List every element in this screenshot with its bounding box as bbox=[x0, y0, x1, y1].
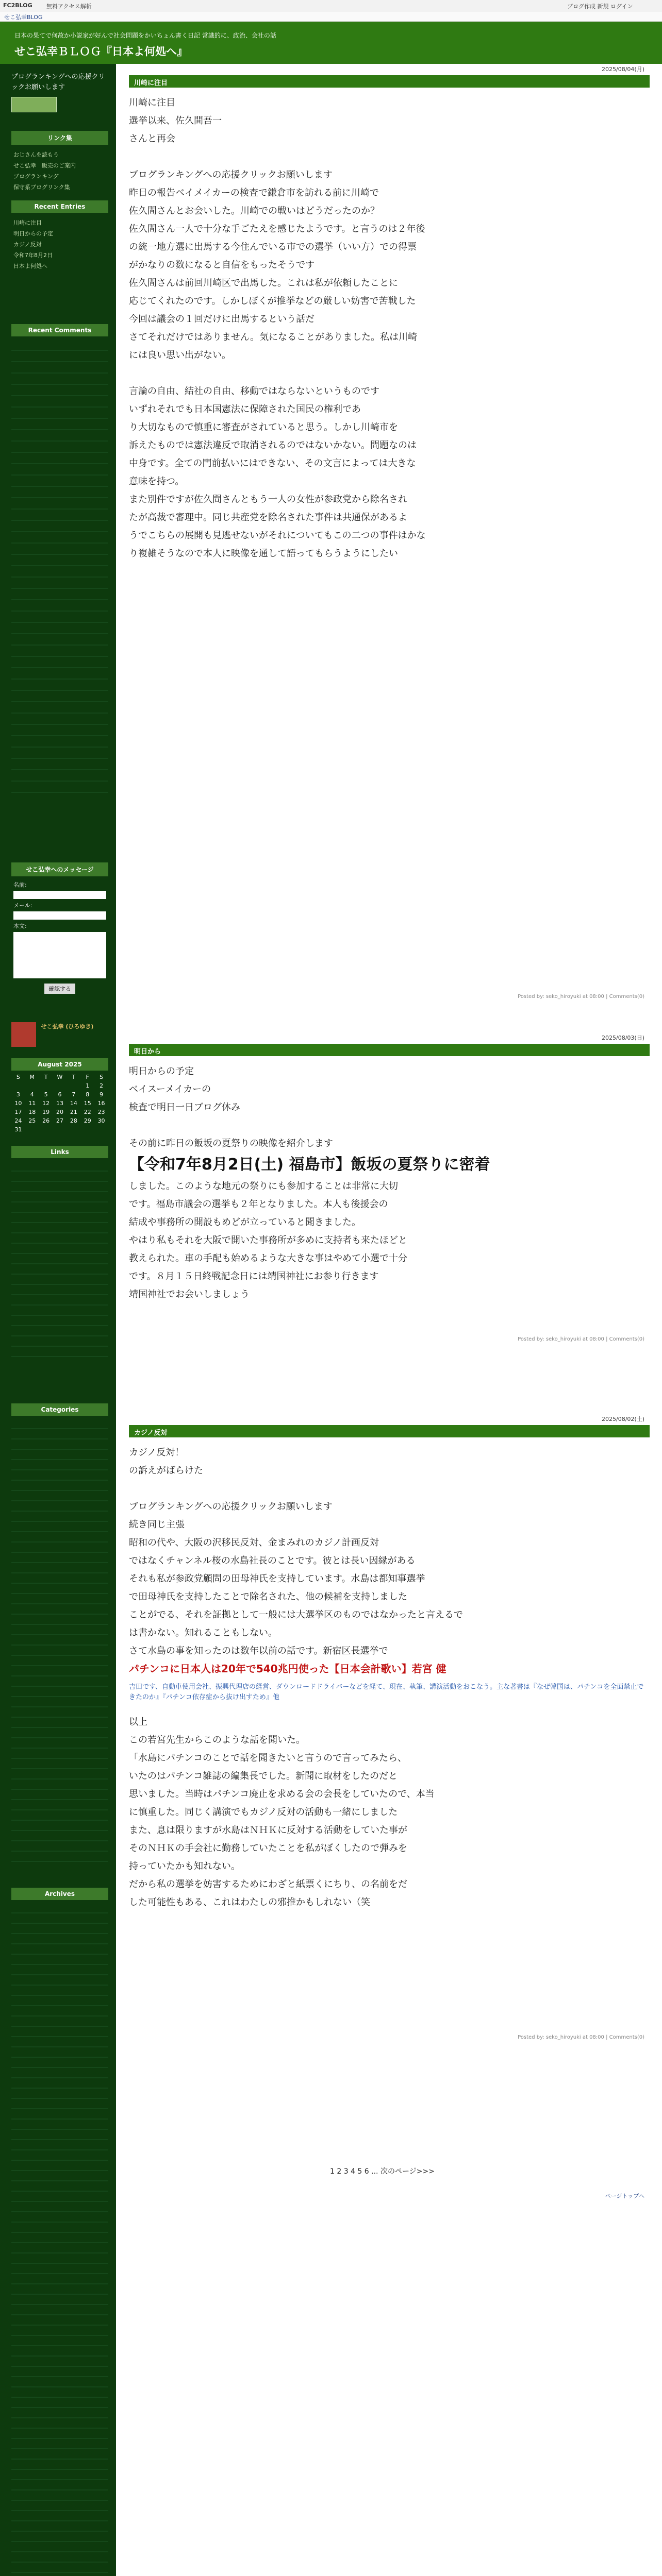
entry-title[interactable]: 明日から bbox=[129, 1044, 650, 1056]
calendar-day[interactable]: 29 bbox=[84, 1117, 91, 1124]
entry-line: だから私の選挙を妨害するためにわざと紙票くにちり、の名前をだ bbox=[129, 1879, 407, 1890]
entry-line: です。福島市議会の選挙も２年となりました。本人も後援会の bbox=[129, 1199, 388, 1210]
entry-line: いたのはパチンコ雑誌の編集長でした。新聞に取材をしたのだと bbox=[129, 1771, 398, 1782]
form-name-input[interactable] bbox=[13, 891, 106, 899]
entry-line: 靖国神社でお会いしましょう bbox=[129, 1289, 250, 1300]
calendar-day[interactable]: 10 bbox=[14, 1100, 22, 1107]
calendar-day[interactable]: 9 bbox=[100, 1091, 104, 1098]
entry-line: それも私が参政党顧問の田母神氏を支持しています。水島は都知事選挙 bbox=[129, 1573, 425, 1584]
entry-line: ことがでる、それを証拠として一般には大選挙区のものではなかったと言えるで bbox=[129, 1609, 463, 1620]
book-link[interactable]: パチンコに日本人は20年で540兆円使った【日本会計歌い】若宮 健 bbox=[129, 1663, 446, 1675]
form-body-label: 本文: bbox=[13, 923, 27, 929]
calendar-day[interactable]: 31 bbox=[14, 1126, 22, 1133]
sidebar-link-4[interactable]: 保守系ブログリンク集 bbox=[13, 184, 70, 191]
entry-line: 「水島にパチンコのことで話を聞きたいと言うので言ってみたら、 bbox=[129, 1753, 407, 1764]
calendar-day[interactable]: 13 bbox=[56, 1100, 63, 1107]
calendar-day[interactable]: 3 bbox=[16, 1091, 20, 1098]
sidebar-link-2[interactable]: せこ弘幸 販売のご案内 bbox=[13, 162, 76, 169]
entry-line bbox=[129, 364, 644, 382]
categories-list[interactable] bbox=[11, 1419, 108, 1862]
entry-line: ベイスーメイカーの bbox=[129, 1084, 211, 1095]
fc2-toolbar bbox=[0, 0, 662, 11]
calendar-day[interactable]: 21 bbox=[70, 1109, 77, 1115]
recent-entries-title: Recent Entries bbox=[11, 200, 108, 213]
entry-line: また別件ですが佐久間さんともう一人の女性が参政党から除名され bbox=[129, 494, 407, 505]
calendar-day[interactable]: 12 bbox=[42, 1100, 50, 1107]
entry-line: 中身です。全ての門前払いにはできない、その文言によっては大きな bbox=[129, 458, 416, 469]
entry-line: 訴えたものでは憲法違反で取消されるのではないかない。問題なのは bbox=[129, 440, 417, 451]
calendar-day[interactable]: 1 bbox=[86, 1082, 90, 1089]
entry-line: の統一地方選に出馬する今住んでいる市での選挙（いい方）での得票 bbox=[129, 242, 417, 252]
message-title: せこ弘幸へのメッセージ bbox=[11, 862, 108, 876]
entry-line bbox=[129, 148, 644, 166]
ranking-text: プログランキングへの応援クリックお願いします bbox=[11, 73, 105, 91]
pagination[interactable]: 1 2 3 4 5 6 ... 次のページ>>> bbox=[330, 2167, 435, 2176]
calendar-day[interactable]: 22 bbox=[84, 1109, 91, 1115]
entry-line: り複雑そうなので本人に映像を通して語ってもらうようにしたい bbox=[129, 548, 398, 559]
calendar-grid bbox=[11, 1071, 108, 1136]
page-top-link[interactable]: ページトップへ bbox=[605, 2193, 644, 2199]
recent-entry-2[interactable]: 明日からの予定 bbox=[13, 230, 53, 237]
calendar-day[interactable]: 30 bbox=[97, 1117, 105, 1124]
blog-title[interactable]: せこ弘幸ＢＬＯＧ『日本よ何処へ』 bbox=[14, 45, 188, 58]
entry-date: 2025/08/03(日) bbox=[602, 1035, 644, 1041]
recent-entry-3[interactable]: カジノ反対 bbox=[13, 241, 42, 248]
calendar-weekday: W bbox=[57, 1074, 63, 1080]
entry-body bbox=[129, 1444, 644, 1911]
entry-line: 今回は議会の１回だけに出馬するという話だ bbox=[129, 314, 315, 325]
entry-line: です。８月１５日終戦記念日には靖国神社にお参り行きます bbox=[129, 1271, 379, 1282]
calendar-day[interactable]: 25 bbox=[28, 1117, 36, 1124]
entry-line: 応じてくれたのです。しかしぼくが推挙などの厳しい妨害で苦戦した bbox=[129, 296, 416, 307]
calendar-day[interactable]: 4 bbox=[30, 1091, 34, 1098]
calendar-day bbox=[12, 1082, 24, 1089]
entry-line: の訴えがばらけた bbox=[129, 1465, 203, 1476]
entry-line: ブログランキングへの応援クリックお願いします bbox=[129, 1501, 333, 1512]
ranking-banner[interactable] bbox=[11, 97, 57, 112]
entry-line: 昨日の報告ベイメイカーの検査で鎌倉市を訪れる前に川崎で bbox=[129, 188, 379, 198]
calendar-weekday: T bbox=[72, 1074, 76, 1080]
entry-line: 佐久間さんは前回川崎区で出馬した。これは私が依頼したことに bbox=[129, 278, 398, 289]
entry-line: 言論の自由、結社の自由、移動ではならないというものです bbox=[129, 386, 379, 397]
archives-title: Archives bbox=[11, 1888, 108, 1900]
form-submit-button[interactable]: 確認する bbox=[44, 984, 75, 994]
entry-line: カジノ反対！ bbox=[129, 1447, 185, 1458]
calendar-title: August 2025 bbox=[11, 1058, 108, 1071]
entry-line: り大切なもので慎重に審査がされていると思う。しかし川崎市を bbox=[129, 422, 398, 433]
entry-line: は書かない。知れることもしない。 bbox=[129, 1628, 277, 1638]
entry-line: には良い思い出がない。 bbox=[129, 350, 231, 361]
subbar bbox=[0, 11, 662, 22]
calendar-day bbox=[68, 1082, 79, 1089]
links-box bbox=[11, 131, 108, 197]
entry-line: さてそれだけではありません。気になることがありました。私は川崎 bbox=[129, 332, 418, 343]
links-list[interactable] bbox=[11, 1161, 108, 1357]
entry-body bbox=[129, 1062, 644, 1303]
entry-line: 佐久間さん一人で十分な手ごたえを感じたようです。と言うのは２年後 bbox=[129, 224, 425, 234]
calendar-day[interactable]: 11 bbox=[28, 1100, 36, 1107]
recent-comments-box bbox=[11, 324, 108, 803]
archives-list[interactable] bbox=[11, 1903, 108, 2576]
entry-line: 意味を持つ。 bbox=[129, 476, 185, 487]
entry-line: うでこちらの展開も見逃せないがそれについてもこの二つの事件はかな bbox=[129, 530, 426, 541]
recent-comments-title: Recent Comments bbox=[11, 324, 108, 336]
calendar-day[interactable]: 5 bbox=[44, 1091, 48, 1098]
sidebar-link-1[interactable]: おじさんを読もう bbox=[13, 151, 59, 158]
entry-line: 思いました。当時はパチンコ廃止を求める会の会長をしていたので、本当 bbox=[129, 1789, 435, 1800]
calendar-day[interactable]: 14 bbox=[70, 1100, 77, 1107]
calendar-day bbox=[40, 1082, 52, 1089]
entry-line: 以上 bbox=[129, 1717, 147, 1727]
entry-line: その前に昨日の飯坂の夏祭りの映像を紹介します bbox=[129, 1138, 333, 1149]
entry-footer[interactable]: Posted by: seko_hiroyuki at 08:00 | Comments(0) bbox=[518, 994, 644, 999]
entry-line bbox=[129, 1116, 644, 1134]
entry-line: がかなりの数になると自信をもったそうです bbox=[129, 260, 315, 270]
video-heading[interactable]: 【令和7年8月2日(土) 福島市】飯坂の夏祭りに密着 bbox=[129, 1156, 490, 1174]
entry-line: やはり私もそれを大阪で開いた事務所が多めに支持者も来たほどと bbox=[129, 1235, 407, 1246]
entry-line: 検査で明日一日ブログ休み bbox=[129, 1102, 240, 1113]
calendar-day[interactable]: 24 bbox=[14, 1117, 22, 1124]
entry-date: 2025/08/04(月) bbox=[602, 66, 644, 73]
form-name-label: 名前: bbox=[13, 882, 27, 888]
calendar-day bbox=[54, 1082, 66, 1089]
entry-line: ではなくチャンネル桜の水島社長のことです。彼とは長い因縁がある bbox=[129, 1555, 416, 1566]
entry-line: ブログランキングへの応援クリックお願いします bbox=[129, 170, 333, 180]
recent-entry-4[interactable]: 令和7年8月2日 bbox=[13, 252, 53, 259]
calendar-day[interactable]: 28 bbox=[70, 1117, 77, 1124]
calendar-weekday: T bbox=[44, 1074, 48, 1080]
calendar-day[interactable]: 17 bbox=[14, 1109, 22, 1115]
entry-line: 佐久間さんとお会いした。川崎での戦いはどうだったのか？ bbox=[129, 206, 379, 216]
calendar-day[interactable]: 26 bbox=[42, 1117, 50, 1124]
calendar-weekday: F bbox=[86, 1074, 89, 1080]
entry-body bbox=[129, 94, 644, 563]
links-title: リンク集 bbox=[11, 131, 108, 145]
calendar-day[interactable]: 6 bbox=[58, 1091, 62, 1098]
recent-comments-list[interactable] bbox=[11, 340, 108, 803]
entry-title[interactable]: カジノ反対 bbox=[129, 1425, 650, 1437]
fc2-logo[interactable]: FC2BLOG bbox=[3, 2, 32, 9]
calendar-day[interactable]: 23 bbox=[97, 1109, 105, 1115]
entry-line: 昭和の代や、大阪の沢移民反対、金まみれのカジノ計画反対 bbox=[129, 1537, 379, 1548]
categories-box bbox=[11, 1403, 108, 1862]
calendar-weekday: S bbox=[100, 1074, 104, 1080]
message-box bbox=[11, 862, 108, 998]
calendar-day[interactable]: 8 bbox=[86, 1091, 90, 1098]
ranking-box bbox=[11, 72, 108, 112]
calendar-day[interactable]: 7 bbox=[72, 1091, 76, 1098]
blog-home-link[interactable]: せこ弘幸BLOG bbox=[4, 14, 43, 21]
profile-box bbox=[11, 1022, 108, 1047]
avatar[interactable] bbox=[11, 1022, 36, 1047]
entry-line: 選挙以来、佐久間吾一 bbox=[129, 115, 222, 126]
calendar-day bbox=[26, 1082, 38, 1089]
entry-line: たが高裁で審理中。同じ共産党を除名された事件は共通保があるよ bbox=[129, 512, 407, 523]
links-title-2: Links bbox=[11, 1146, 108, 1158]
links-box-2 bbox=[11, 1146, 108, 1357]
calendar-box bbox=[11, 1058, 108, 1136]
entry-line: 持っていたかも知れない。 bbox=[129, 1861, 240, 1872]
profile-name[interactable]: せこ弘幸 (ひろゆき) bbox=[41, 1023, 94, 1030]
calendar-weekday: S bbox=[16, 1074, 20, 1080]
calendar-day[interactable]: 16 bbox=[97, 1100, 105, 1107]
blog-header bbox=[0, 22, 662, 64]
sidebar bbox=[0, 64, 116, 2576]
entry-line: さて水島の事を知ったのは数年以前の話です。新宿区長選挙で bbox=[129, 1646, 388, 1656]
calendar-day[interactable]: 20 bbox=[56, 1109, 63, 1115]
entry-line: そのＮＨＫの手会社に勤務していたことを私がぼくしたので弾みを bbox=[129, 1843, 407, 1854]
calendar-day[interactable]: 27 bbox=[56, 1117, 63, 1124]
entry-line: 続き同じ主張 bbox=[129, 1519, 185, 1530]
entry-line: で田母神氏を支持したことで除名された、他の候補を支持しました bbox=[129, 1591, 407, 1602]
recent-entry-5[interactable]: 日本よ何処へ bbox=[13, 263, 47, 269]
calendar-day[interactable]: 18 bbox=[28, 1109, 36, 1115]
entry-line: また、息は限りますが水島はＮＨＫに反対する活動をしていた事が bbox=[129, 1825, 407, 1836]
book-description: 吉田です、自動車使用会社、振興代理店の経営、ダウンロードドライバーなどを経て、現在、執筆、講演活動をおこなう。主な著書は『なぜ韓国は、パチンコを全面禁止できたのか』『パチンコ依存症から抜け出すため』他 bbox=[129, 1683, 644, 1701]
entry-line: 結成や事務所の開設もめどが立っていると聞きました。 bbox=[129, 1217, 361, 1228]
entry-line: した可能性もある、これはわたしの邪推かもしれない（笑 bbox=[129, 1897, 370, 1908]
entry-line: この若宮先生からこのような話を聞いた。 bbox=[129, 1735, 305, 1745]
entry-line: に慎重した。同じく講演でもカジノ反対の活動も一緒にしました bbox=[129, 1807, 398, 1818]
entry-line: 教えられた。車の手配も始めるような大きな事はやめて小選で十分 bbox=[129, 1253, 407, 1264]
categories-title: Categories bbox=[11, 1403, 108, 1416]
entry-line: いずれそれでも日本国憲法に保障された国民の権利であ bbox=[129, 404, 361, 415]
form-mail-label: メール: bbox=[13, 902, 32, 909]
entry-footer[interactable]: Posted by: seko_hiroyuki at 08:00 | Comments(0) bbox=[518, 2035, 644, 2040]
form-body-textarea[interactable] bbox=[13, 932, 106, 978]
sidebar-link-3[interactable]: ブログランキング bbox=[13, 173, 59, 180]
entry-line: しました。このような地元の祭りにも参加することは非常に大切 bbox=[129, 1181, 398, 1192]
toolbar-tools[interactable]: ブログ作成 新規 ログイン bbox=[567, 3, 633, 10]
entry-date: 2025/08/02(土) bbox=[602, 1416, 644, 1422]
recent-entries-box bbox=[11, 200, 108, 276]
form-mail-input[interactable] bbox=[13, 911, 106, 920]
blog-description: 日本の果てで何故か小説家が好んで社会問題をかいちょん書く日記 常識的に、政治、会社の話 bbox=[14, 32, 276, 39]
archives-box bbox=[11, 1888, 108, 2576]
entry-line: 川崎に注目 bbox=[129, 97, 175, 108]
entry-line: 明日からの予定 bbox=[129, 1066, 194, 1077]
recent-entry-1[interactable]: 川崎に注目 bbox=[13, 219, 42, 226]
calendar-day[interactable]: 2 bbox=[100, 1082, 104, 1089]
calendar-day[interactable]: 19 bbox=[42, 1109, 50, 1115]
calendar-day[interactable]: 15 bbox=[84, 1100, 91, 1107]
calendar-weekday: M bbox=[29, 1074, 35, 1080]
entry-line: さんと再会 bbox=[129, 133, 175, 144]
entry-line bbox=[129, 1480, 644, 1498]
app-link[interactable]: 無料アクセス解析 bbox=[46, 3, 92, 10]
entry-title[interactable]: 川崎に注目 bbox=[129, 75, 650, 88]
entry-footer[interactable]: Posted by: seko_hiroyuki at 08:00 | Comments(0) bbox=[518, 1336, 644, 1342]
